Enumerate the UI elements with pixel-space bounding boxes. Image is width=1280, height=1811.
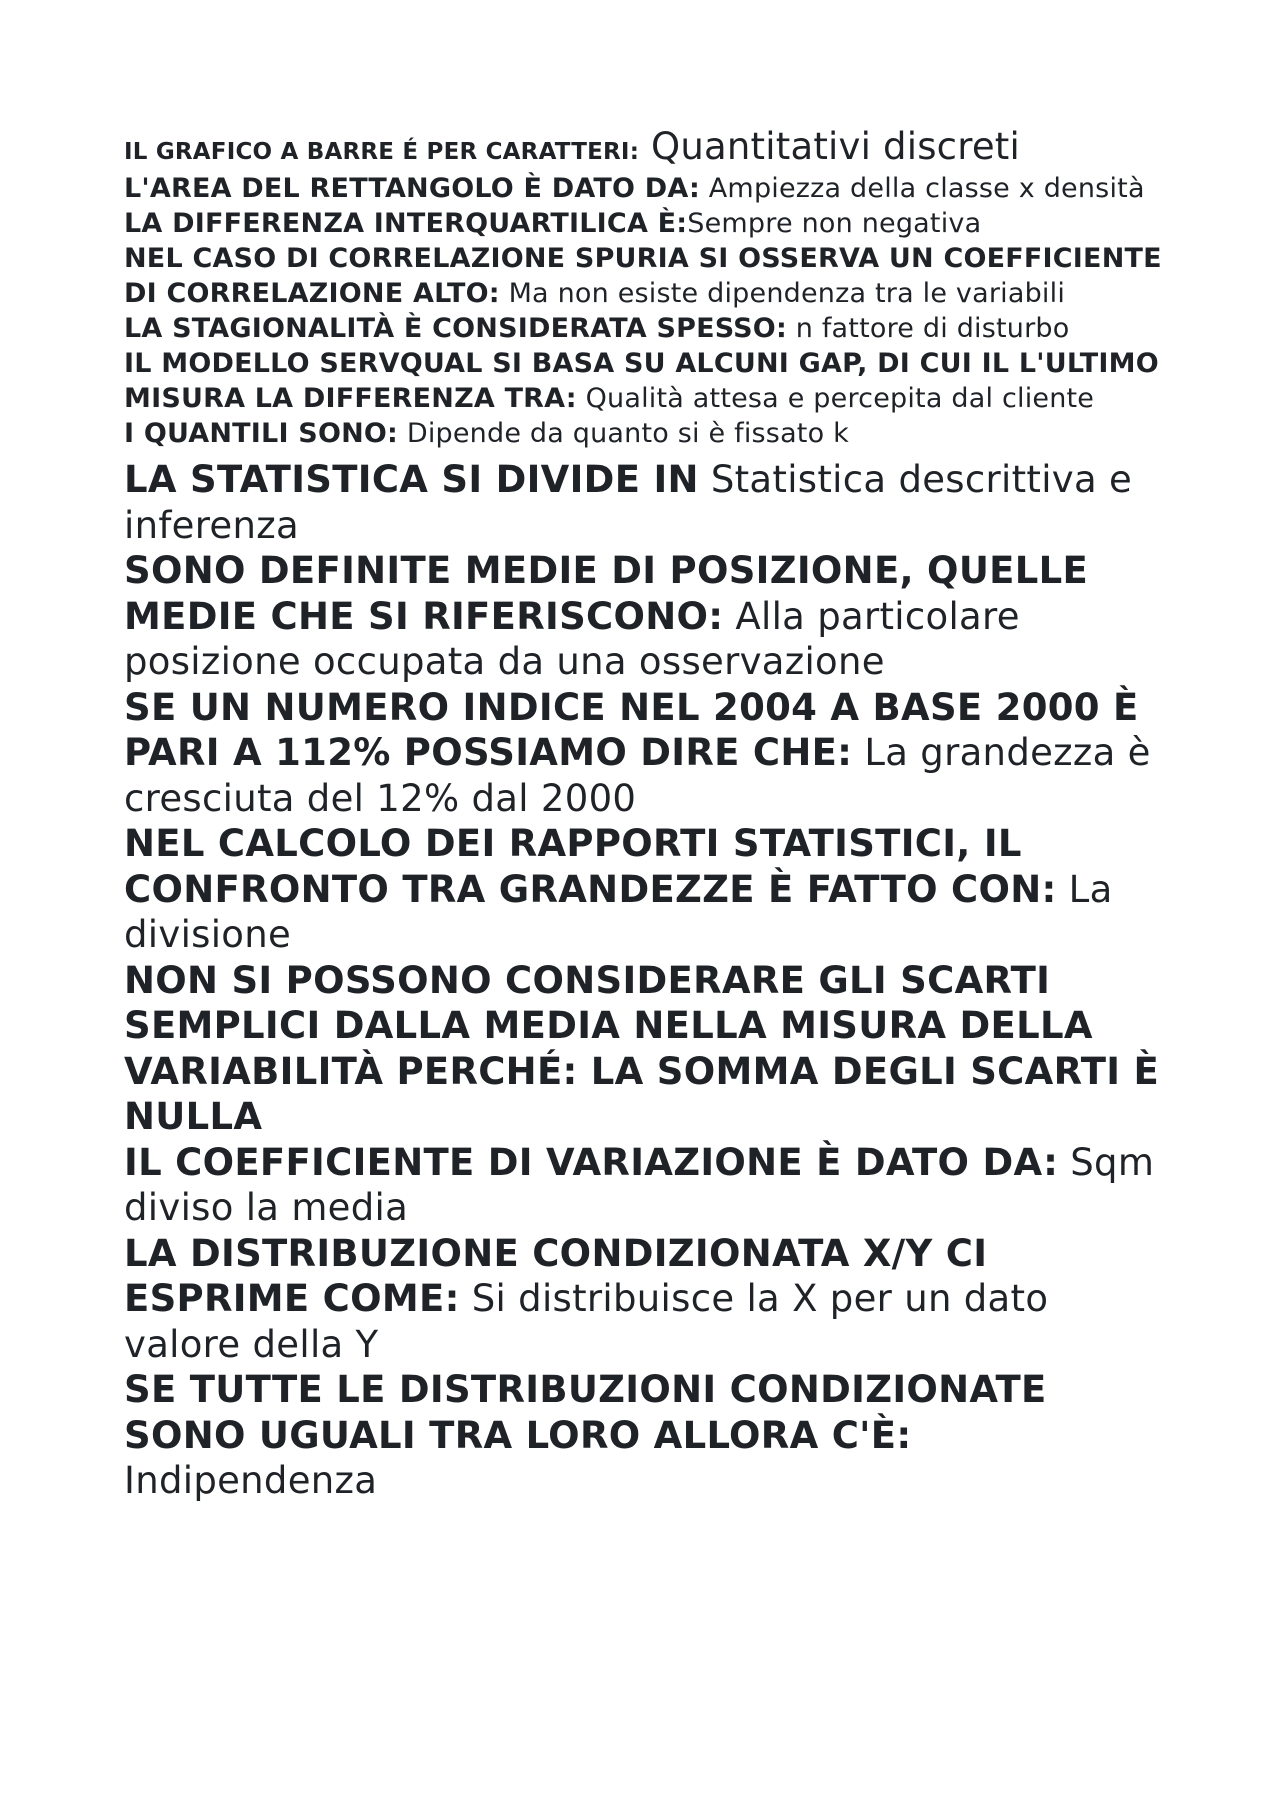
- answer-text: Indipendenza: [124, 1459, 378, 1502]
- question-text: LA STAGIONALITÀ È CONSIDERATA SPESSO:: [124, 313, 787, 344]
- qa-item-4: [124, 241, 1174, 311]
- qa-item-5: [124, 311, 1174, 346]
- qa-item-2: [124, 171, 1174, 206]
- answer-text: Ma non esiste dipendenza tra le variabili: [499, 278, 1066, 309]
- qa-item-14: [124, 1231, 1174, 1368]
- qa-item-1: [124, 125, 1174, 171]
- answer-text: Sqm diviso la media: [124, 1140, 1155, 1229]
- document-page: [124, 125, 1174, 1504]
- question-text: SONO DEFINITE MEDIE DI POSIZIONE, QUELLE MEDIE CHE SI RIFERISCONO:: [124, 549, 1089, 638]
- qa-item-11: [124, 821, 1174, 958]
- answer-text: Dipende da quanto si è fissato k: [398, 418, 849, 449]
- answer-text: Alla particolare posizione occupata da una osservazione: [124, 594, 1020, 683]
- question-text: LA DIFFERENZA INTERQUARTILICA È:: [124, 208, 688, 239]
- question-text: IL MODELLO SERVQUAL SI BASA SU ALCUNI GAP, DI CUI IL L'ULTIMO MISURA LA DIFFERENZA TRA:: [124, 348, 1159, 414]
- qa-item-8: [124, 457, 1174, 548]
- question-text: L'AREA DEL RETTANGOLO È DATO DA:: [124, 173, 700, 204]
- question-text: LA STATISTICA SI DIVIDE IN: [124, 458, 699, 501]
- answer-text: La grandezza è cresciuta del 12% dal 2000: [124, 731, 1151, 820]
- qa-item-10: [124, 685, 1174, 822]
- qa-item-3: [124, 206, 1174, 241]
- question-text: IL COEFFICIENTE DI VARIAZIONE È DATO DA:: [124, 1140, 1059, 1184]
- question-text: NEL CASO DI CORRELAZIONE SPURIA SI OSSERVA UN COEFFICIENTE DI CORRELAZIONE ALTO:: [124, 243, 1162, 309]
- question-text: IL GRAFICO A BARRE É PER CARATTERI:: [124, 139, 640, 165]
- answer-text: Sempre non negativa: [687, 208, 982, 239]
- question-text: NEL CALCOLO DEI RAPPORTI STATISTICI, IL CONFRONTO TRA GRANDEZZE È FATTO CON:: [124, 822, 1057, 911]
- qa-item-13: [124, 1140, 1174, 1231]
- question-text: NON SI POSSONO CONSIDERARE GLI SCARTI SEMPLICI DALLA MEDIA NELLA MISURA DELLA VARIABILITÀ PERCHÉ: LA SOMMA DEGLI SCARTI È NULLA: [124, 958, 1160, 1138]
- qa-item-6: [124, 346, 1174, 416]
- answer-text: n fattore di disturbo: [786, 313, 1070, 344]
- answer-text: Qualità attesa e percepita dal cliente: [576, 383, 1095, 414]
- question-text: I QUANTILI SONO:: [124, 418, 399, 449]
- answer-text: Quantitativi discreti: [639, 125, 1020, 168]
- question-text: SE TUTTE LE DISTRIBUZIONI CONDIZIONATE SONO UGUALI TRA LORO ALLORA C'È:: [124, 1368, 1047, 1457]
- question-text: LA DISTRIBUZIONE CONDIZIONATA X/Y CI ESPRIME COME:: [124, 1231, 988, 1320]
- qa-item-9: [124, 548, 1174, 685]
- qa-item-7: [124, 416, 1174, 451]
- answer-text: Statistica descrittiva e inferenza: [124, 458, 1133, 547]
- question-text: SE UN NUMERO INDICE NEL 2004 A BASE 2000 È PARI A 112% POSSIAMO DIRE CHE:: [124, 685, 1139, 774]
- qa-item-12: [124, 958, 1174, 1140]
- answer-text: Ampiezza della classe x densità: [699, 173, 1145, 204]
- qa-item-15: [124, 1367, 1174, 1504]
- answer-text: Si distribuisce la X per un dato valore della Y: [124, 1277, 1049, 1366]
- answer-text: La divisione: [124, 867, 1113, 956]
